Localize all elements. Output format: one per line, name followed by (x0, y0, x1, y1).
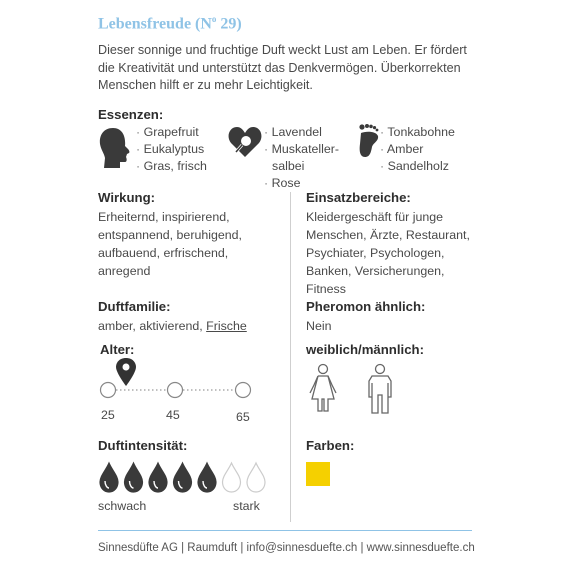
drop-empty-icon (223, 463, 241, 492)
list-item: salbei (272, 159, 305, 173)
essenzen-heading: Essenzen: (98, 107, 164, 122)
alter-heading: Alter: (100, 342, 135, 357)
color-swatch (306, 462, 330, 486)
list-item: · Eukalyptus (136, 141, 207, 158)
drop-empty-icon (247, 463, 265, 492)
intensitaet-heading: Duftintensität: (98, 438, 188, 453)
head-icon (98, 126, 132, 170)
head-notes-list (136, 124, 207, 175)
list-item: · Grapefruit (136, 124, 207, 141)
pheromon-heading: Pheromon ähnlich: (306, 299, 426, 314)
age-marker-45 (168, 383, 183, 398)
intensity-drops (98, 462, 268, 494)
foot-icon (358, 124, 380, 158)
list-item: · Gras, frisch (136, 158, 207, 175)
page-title: Lebensfreude ($N^o$ 29) (98, 14, 242, 33)
age-marker-65 (236, 383, 251, 398)
female-figure-icon (305, 363, 341, 413)
list-item: · Lavendel (264, 124, 339, 141)
age-scale (98, 356, 258, 402)
age-label-25: 25 (101, 408, 115, 422)
duftfamilie-heading: Duftfamilie: (98, 299, 171, 314)
age-label-45: 45 (166, 408, 180, 422)
list-item: · Amber (380, 141, 455, 158)
pheromon-value: Nein (306, 319, 332, 333)
intro-text: Dieser sonnige und fruchtige Duft weckt Lust am Leben. Er fördert die Kreativität und unterstützt das Denkvermögen. Überkorrekten Menschen hilft er zu mehr Leichtigkeit. (98, 43, 467, 92)
heart-notes-list (264, 124, 339, 192)
male-figure-icon (365, 363, 395, 415)
age-marker-25 (101, 383, 116, 398)
footer-text: Sinnesdüfte AG | Raumduft | info@sinnesduefte.ch | www.sinnesduefte.ch (98, 542, 475, 554)
einsatz-heading: Einsatzbereiche: (306, 190, 411, 205)
gender-heading: weiblich/männlich: (306, 342, 424, 357)
list-item: · Tonkabohne (380, 124, 455, 141)
base-notes-list (380, 124, 455, 175)
list-item: · Sandelholz (380, 158, 455, 175)
column-divider (290, 192, 291, 522)
intensity-low-label: schwach (98, 499, 147, 513)
farben-heading: Farben: (306, 438, 355, 453)
intensity-high-label: stark (233, 499, 260, 513)
heart-icon (227, 124, 263, 160)
location-pin-icon (116, 358, 136, 386)
list-item: · Muskateller- (264, 141, 339, 158)
list-item: · Rose (264, 175, 339, 192)
einsatz-text: Kleidergeschäft für junge Menschen, Ärzte, Restaurant, Psychiater, Psychologen, Banken, Versicherungen, Fitness (306, 210, 470, 296)
duftfamilie-text: amber, aktivierend, Frische (98, 319, 247, 333)
footer-divider (98, 530, 472, 531)
wirkung-text: Erheiternd, inspirierend, entspannend, beruhigend, aufbauend, erfrischend, anregend (98, 210, 242, 278)
age-label-65: 65 (236, 410, 250, 424)
wirkung-heading: Wirkung: (98, 190, 156, 205)
